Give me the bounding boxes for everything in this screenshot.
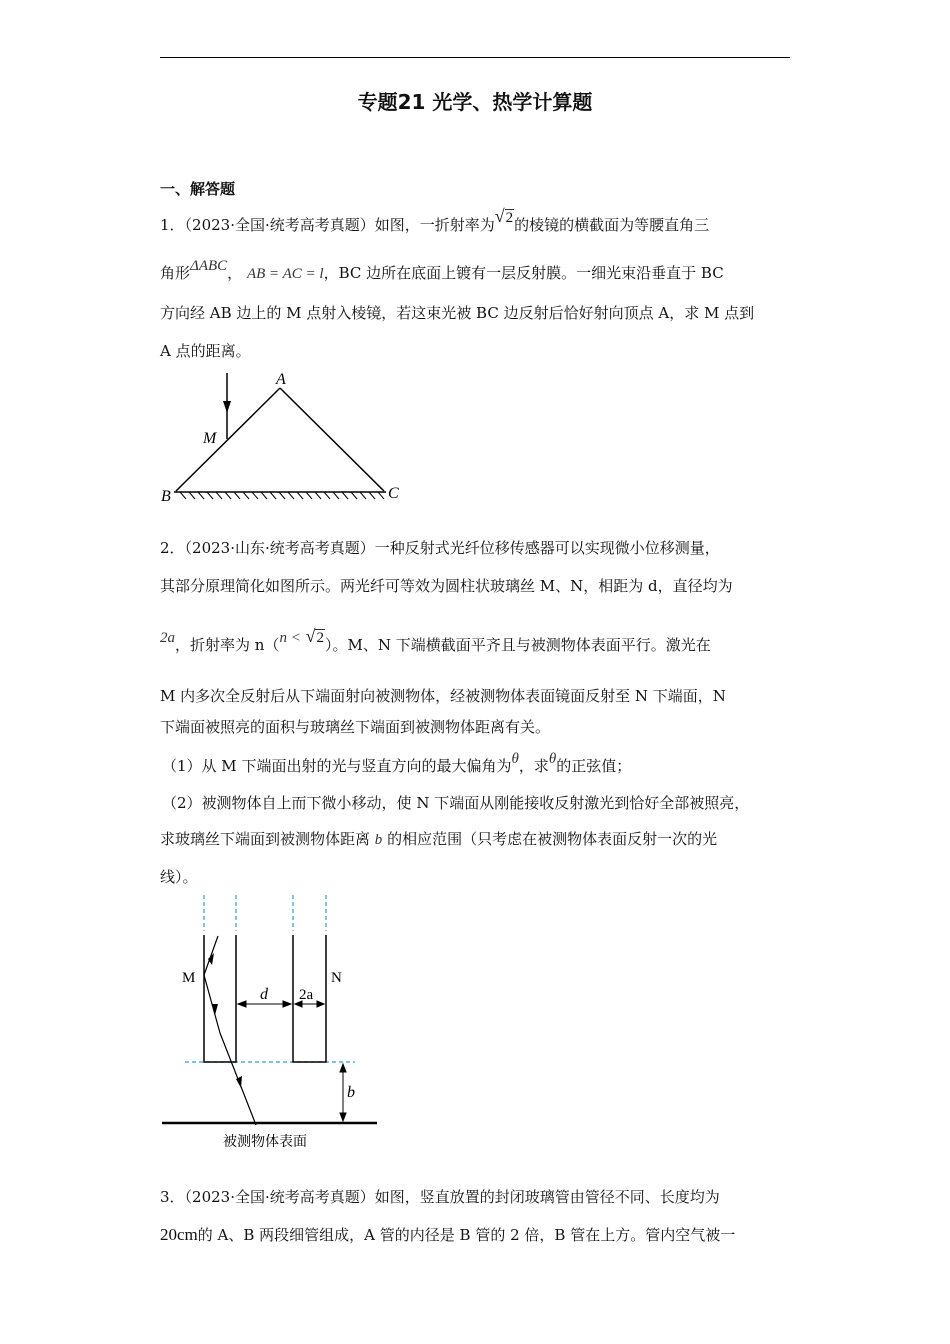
label-b: b <box>347 1084 355 1101</box>
q2-line-3: 2a，折射率为 n（n < √2）。M、N 下端横截面平齐且与被测物体表面平行。激光在 <box>160 626 711 654</box>
label-n: N <box>331 970 342 986</box>
triangle-symbol: ΔABC <box>190 258 228 274</box>
q2-line-1: 2．（2023·山东·统考高考真题）一种反射式光纤位移传感器可以实现微小位移测量， <box>160 539 720 557</box>
fiber-m <box>204 935 236 1062</box>
q3-line-1: 3．（2023·全国·统考高考真题）如图，竖直放置的封闭玻璃管由管径不同、长度均为 <box>160 1188 720 1206</box>
incident-ray-arrow <box>223 373 231 439</box>
q2-line-2: 其部分原理简化如图所示。两光纤可等效为圆柱状玻璃丝 M、N，相距为 d，直径均为 <box>160 577 733 595</box>
q1-line-1: 1．（2023·全国·统考高考真题）如图，一折射率为√2的棱镜的横截面为等腰直角三 <box>160 206 710 234</box>
q2-line-part2-cont: 求玻璃丝下端面到被测物体距离 b 的相应范围（只考虑在被测物体表面反射一次的光 <box>160 830 718 848</box>
label-m: M <box>203 430 217 447</box>
reflective-film-hatch <box>180 492 384 499</box>
section-heading: 一、解答题 <box>160 180 236 198</box>
label-2a: 2a <box>299 987 314 1003</box>
label-a: A <box>276 371 286 388</box>
surface-caption: 被测物体表面 <box>223 1135 307 1150</box>
distance-b-arrow <box>340 1064 346 1121</box>
q1-line-2: 角形ΔABC， AB = AC = l，BC 边所在底面上镀有一层反射膜。一细光束沿垂直于 BC <box>160 258 724 282</box>
q2-line-4: M 内多次全反射后从下端面射向被测物体，经被测物体表面镜面反射至 N 下端面，N <box>160 687 726 705</box>
page-title: 专题21 光学、热学计算题 <box>357 90 593 114</box>
prism-figure <box>150 365 410 510</box>
label-d: d <box>260 986 268 1003</box>
sqrt-symbol: √2 <box>494 206 514 226</box>
top-rule <box>160 57 790 58</box>
diameter-2a: 2a <box>160 630 175 646</box>
q2-line-part2-end: 线）。 <box>160 868 198 886</box>
q1-line-3: 方向经 AB 边上的 M 点射入棱镜，若这束光被 BC 边反射后恰好射向顶点 A，求 M 点到 <box>160 304 755 322</box>
q1-line-4: A 点的距离。 <box>160 342 251 360</box>
length-20cm: 20cm <box>160 1225 198 1244</box>
q2-part-2: （2）被测物体自上而下微小移动，使 N 下端面从刚能接收反射激光到恰好全部被照亮， <box>162 794 750 812</box>
q3-line-2: 20cm的 A、B 两段细管组成，A 管的内径是 B 管的 2 倍，B 管在上方。管内空气被一 <box>160 1225 736 1244</box>
fiber-sensor-figure <box>155 893 385 1158</box>
label-b: B <box>161 488 171 505</box>
fiber-axis-dashes <box>185 895 355 1062</box>
label-c: C <box>388 485 399 502</box>
equation-ab-ac: AB = AC = l <box>246 266 324 282</box>
label-m: M <box>182 970 196 986</box>
q2-part-1: （1）从 M 下端面出射的光与竖直方向的最大偏角为θ，求θ的正弦值； <box>162 751 632 775</box>
q2-line-5: 下端面被照亮的面积与玻璃丝下端面到被测物体距离有关。 <box>160 718 551 736</box>
inequality-n-sqrt2: n < √2 <box>279 626 324 646</box>
